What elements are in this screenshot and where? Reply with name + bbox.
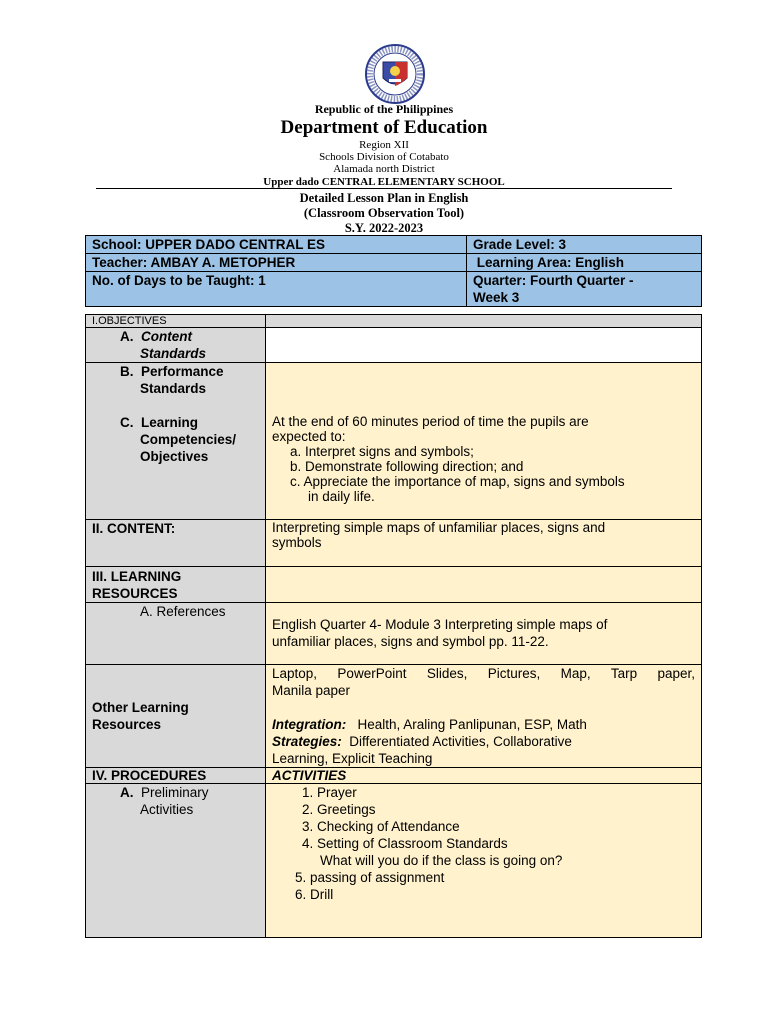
learning-resources-label [86, 567, 266, 603]
header-divider [96, 188, 672, 189]
objective-a: a. Interpret signs and symbols; [290, 444, 474, 459]
department-heading: Department of Education [280, 117, 488, 138]
activities-word: Activities [140, 802, 194, 817]
letter-a: A. [120, 329, 134, 344]
info-table [85, 235, 702, 307]
plan-title: Detailed Lesson Plan in English [299, 191, 469, 205]
performance-word: Performance [141, 364, 224, 379]
division-text: Schools Division of Cotabato [319, 151, 449, 163]
objective-c-line2: in daily life. [308, 489, 375, 504]
activities-heading-cell [266, 768, 702, 784]
content-text-line2: symbols [272, 535, 322, 550]
quarter-line1: Quarter: Fourth Quarter - [473, 273, 634, 288]
objective-b: b. Demonstrate following direction; and [290, 459, 524, 474]
strategies-label: Strategies: [272, 734, 342, 749]
competencies-label [86, 363, 266, 520]
objectives-word: Objectives [140, 449, 209, 464]
preliminary-label [86, 784, 266, 938]
activity-item: 4. Setting of Classroom Standards [302, 836, 508, 851]
other-resources-label [86, 665, 266, 768]
materials-line2: Manila paper [272, 683, 351, 698]
quarter-line2: Week 3 [473, 290, 520, 305]
letter-b: B. [120, 364, 134, 379]
integration-label: Integration: [272, 717, 347, 732]
objectives-heading: I.OBJECTIVES [86, 315, 266, 328]
lesson-plan-table [85, 314, 702, 938]
area-cell: Learning Area: English [467, 254, 702, 272]
references-label [86, 603, 266, 665]
activity-question: What will you do if the class is going on? [320, 853, 563, 868]
school-cell: School: UPPER DADO CENTRAL ES [86, 236, 467, 254]
integration-value: Health, Araling Panlipunan, ESP, Math [346, 717, 587, 732]
other-resources-value [266, 665, 702, 768]
references-value [266, 603, 702, 665]
other-resources-line1: Other Learning [92, 700, 189, 715]
strategies-value: Differentiated Activities, Collaborative [341, 734, 572, 749]
learning-resources-row [86, 567, 702, 603]
content-row [86, 520, 702, 567]
procedures-heading-row [86, 768, 702, 784]
standards-word: Standards [140, 346, 207, 361]
content-word: Content [141, 329, 193, 344]
content-standards-value [266, 328, 702, 363]
content-standards-line1 [92, 328, 259, 345]
region-text: Region XII [359, 139, 409, 151]
preliminary-value [266, 784, 702, 938]
activity-item: 3. Checking of Attendance [302, 819, 460, 834]
procedures-heading: IV. PROCEDURES [86, 768, 266, 784]
objectives-intro-line1: At the end of 60 minutes period of time the pupils are [272, 414, 589, 429]
school-heading: Upper dado CENTRAL ELEMENTARY SCHOOL [263, 176, 505, 188]
learning-resources-value [266, 567, 702, 603]
activities-heading: ACTIVITIES [272, 768, 347, 783]
integration-line [272, 716, 695, 733]
competencies-word: Competencies/ [140, 432, 237, 447]
plan-title-block [0, 191, 768, 236]
republic-heading: Republic of the Philippines [314, 102, 454, 116]
references-line1: English Quarter 4- Module 3 Interpreting simple maps of [272, 617, 608, 632]
competencies-row [86, 363, 702, 520]
content-standards-label [86, 328, 266, 363]
letter-a-procedures: A. [120, 785, 134, 800]
quarter-cell [467, 272, 702, 307]
materials-line1: Laptop, PowerPoint Slides, Pictures, Map, Tarp paper, [272, 666, 695, 681]
grade-cell: Grade Level: 3 [467, 236, 702, 254]
objective-c-line1: c. Appreciate the importance of map, signs and symbols [290, 474, 625, 489]
content-label: II. CONTENT: [86, 520, 266, 567]
strategies-line2: Learning, Explicit Teaching [272, 751, 433, 766]
learning-resources-line2: RESOURCES [92, 586, 178, 601]
preliminary-row [86, 784, 702, 938]
other-resources-row [86, 665, 702, 768]
objectives-intro-line2: expected to: [272, 429, 346, 444]
preliminary-word: Preliminary [141, 785, 209, 800]
content-standards-row [86, 328, 702, 363]
learning-word: Learning [141, 415, 199, 430]
references-line2: unfamiliar places, signs and symbol pp. 11-22. [272, 634, 549, 649]
teacher-cell: Teacher: AMBAY A. METOPHER [86, 254, 467, 272]
school-year: S.Y. 2022-2023 [344, 221, 424, 235]
references-text: A. References [140, 604, 226, 619]
activity-item: 5. passing of assignment [295, 870, 445, 885]
other-resources-line2: Resources [92, 717, 162, 732]
content-value [266, 520, 702, 567]
activity-item: 6. Drill [295, 887, 334, 902]
content-text-line1: Interpreting simple maps of unfamiliar places, signs and [272, 520, 606, 535]
learning-resources-line1: III. LEARNING [92, 569, 182, 584]
activity-item: 1. Prayer [302, 785, 357, 800]
objectives-heading-row [86, 315, 702, 328]
performance-standards-word: Standards [140, 381, 207, 396]
deped-seal-logo [359, 44, 431, 104]
letter-c: C. [120, 415, 134, 430]
activity-item: 2. Greetings [302, 802, 376, 817]
district-text: Alamada north District [333, 163, 435, 175]
objectives-heading-blank [266, 315, 702, 328]
references-row [86, 603, 702, 665]
competencies-value [266, 363, 702, 520]
strategies-line [272, 733, 695, 750]
plan-subtitle: (Classroom Observation Tool) [303, 206, 465, 220]
days-cell: No. of Days to be Taught: 1 [86, 272, 467, 307]
